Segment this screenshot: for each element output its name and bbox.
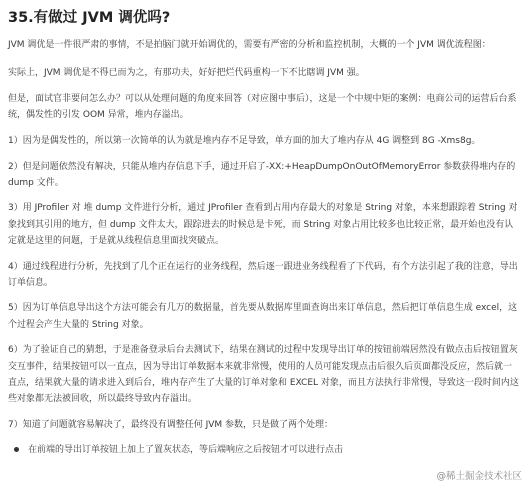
paragraph-step-5: 5）因为订单信息导出这个方法可能会有几万的数据量，首先要从数据库里面查询出来订单信息，然后把订单信息生成 excel，这个过程会产生大量的 String 对象。 bbox=[8, 303, 518, 330]
paragraph-step-6: 6）为了验证自己的猜想，于是准备登录后台去测试下，结果在测试的过程中发现导出订单的按钮前端居然没有做点击后按钮置灰交互事件，结果按钮可以一直点，因为导出订单数据本来就非常慢，使用的人员可能发现点击后很久后页面都没反应，然后就一直点，结果就大量的请求进入到后台，堆内存产生了大量的订单对象和 EXCEL 对象，而且方法执行非常慢，导致这一段时间内这些对象都无法被回收，所以最终导致内存溢出。 bbox=[8, 345, 519, 404]
paragraph-step-2: 2）但是问题依然没有解决，只能从堆内存信息下手，通过开启了-XX:+HeapDumpOnOutOfMemoryError 参数获得堆内存的 dump 文件。 bbox=[8, 161, 516, 188]
paragraph-step-1: 1）因为是偶发性的，所以第一次简单的认为就是堆内存不足导致，单方面的加大了堆内存从 4G 调整到 8G -Xms8g。 bbox=[8, 135, 481, 146]
bullet-icon bbox=[14, 447, 19, 452]
list-item-text: 在前端的导出订单按钮上加上了置灰状态，等后端响应之后按钮才可以进行点击 bbox=[28, 445, 344, 456]
list-item bbox=[8, 442, 520, 458]
watermark bbox=[436, 468, 522, 482]
paragraph-step-3: 3）用 JProfiler 对 堆 dump 文件进行分析，通过 JProfiler 查看到占用内存最大的对象是 String 对象，本来想跟踪着 String 对象找到其引用的地方，但 dump 文件太大，跟踪进去的时候总是卡死，而 String 对象占用比较多也比较正常，最开始也没有认定就是这里的问题，于是就从线程信息里面找突破点。 bbox=[8, 203, 518, 246]
paragraph-step-4: 4）通过线程进行分析，先找到了几个正在运行的业务线程，然后逐一跟进业务线程看了下代码，有个方法引起了我的注意，导出订单信息。 bbox=[8, 261, 518, 288]
paragraph-step-7: 7）知道了问题就容易解决了，最终没有调整任何 JVM 参数，只是做了两个处理： bbox=[8, 419, 334, 430]
article-title: 35.有做过 JVM 调优吗? bbox=[8, 10, 171, 26]
paragraph-case: 但是，面试官非要问怎么办？可以从处理问题的角度来回答（对应图中事后），这是一个中规中矩的案例：电商公司的运营后台系统，偶发性的引发 OOM 异常，堆内存溢出。 bbox=[8, 93, 517, 121]
fix-list bbox=[8, 442, 520, 458]
paragraph-intro: JVM 调优是一件很严肃的事情，不是拍脑门就开始调优的，需要有严密的分析和监控机制，大概的一个 JVM 调优流程图： bbox=[8, 40, 491, 50]
watermark-text: @稀土掘金技术社区 bbox=[436, 471, 522, 482]
paragraph-reality: 实际上，JVM 调优是不得已而为之，有那功夫，好好把烂代码重构一下不比瞎调 JVM 强。 bbox=[8, 68, 365, 79]
